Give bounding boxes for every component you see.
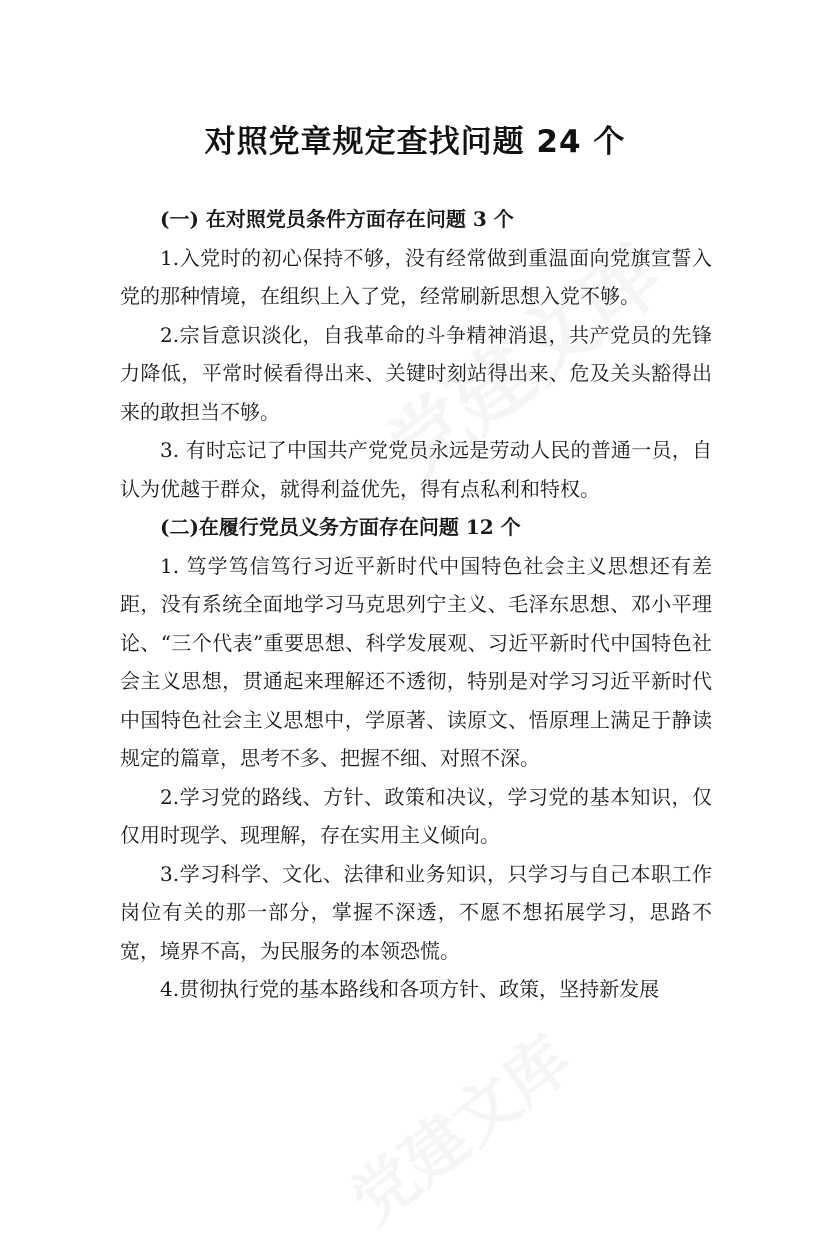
document-title: 对照党章规定查找问题 24 个 [204, 124, 626, 160]
paragraph: 3.学习科学、文化、法律和业务知识，只学习与自己本职工作岗位有关的那一部分，掌握不深透，不愿不想拓展学习，思路不宽，境界不高，为民服务的本领恐慌。 [120, 861, 712, 963]
document-body [120, 200, 712, 1009]
section-heading: (二)在履行党员义务方面存在问题 12 个 [160, 515, 521, 539]
section-heading: (一) 在对照党员条件方面存在问题 3 个 [160, 207, 514, 231]
paragraph: 3. 有时忘记了中国共产党党员永远是劳动人民的普通一员，自认为优越于群众，就得利益优先，得有点私利和特权。 [120, 438, 712, 501]
paragraph: 1. 笃学笃信笃行习近平新时代中国特色社会主义思想还有差距，没有系统全面地学习马克思列宁主义、毛泽东思想、邓小平理论、“三个代表”重要思想、科学发展观、习近平新时代中国特色社会主义思想，贯通起来理解还不透彻，特别是对学习习近平新时代中国特色社会主义思想中，学原著、读原文、悟原理上满足于静读规定的篇章，思考不多、把握不细、对照不深。 [120, 553, 712, 770]
paragraph: 2.学习党的路线、方针、政策和决议，学习党的基本知识，仅仅用时现学、现理解，存在实用主义倾向。 [120, 784, 712, 847]
paragraph: 2.宗旨意识淡化，自我革命的斗争精神消退，共产党员的先锋力降低，平常时候看得出来、关键时刻站得出来、危及关头豁得出来的敢担当不够。 [120, 322, 712, 424]
paragraph: 4.贯彻执行党的基本路线和各项方针、政策，坚持新发展 [160, 977, 660, 1001]
paragraph: 1.入党时的初心保持不够，没有经常做到重温面向党旗宣誓入党的那种情境，在组织上入了党，经常刷新思想入党不够。 [120, 245, 712, 308]
